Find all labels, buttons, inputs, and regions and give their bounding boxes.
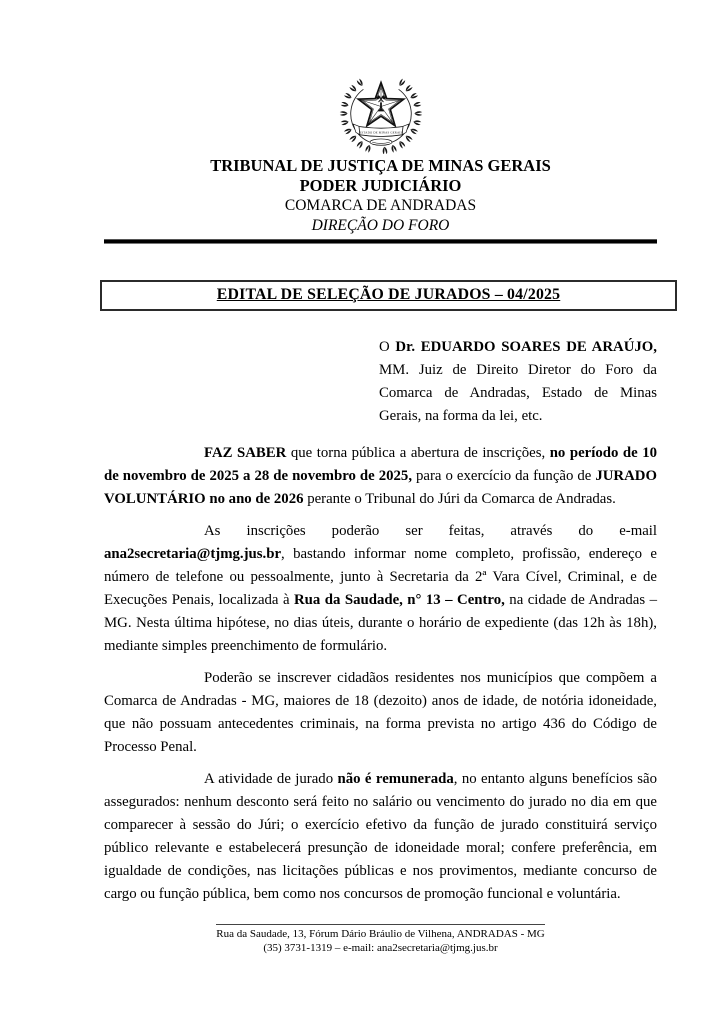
text-segment: O — [379, 339, 396, 355]
text-segment: MM. Juiz de Direito Diretor do Foro da Comarca de Andradas, Estado de Minas Gerais, na forma da lei, etc. — [379, 362, 657, 424]
bold-text-segment: ana2secretaria@tjmg.jus.br — [104, 546, 282, 562]
star-icon — [358, 83, 403, 126]
text-segment: As inscrições poderão ser feitas, através do e-mail — [204, 523, 657, 539]
comarca-name: COMARCA DE ANDRADAS — [284, 197, 477, 214]
bold-text-segment: Rua da Saudade, n° 13 – Centro, — [293, 592, 505, 608]
judiciary-branch: PODER JUDICIÁRIO — [299, 176, 462, 195]
text-segment: perante o Tribunal do Júri da Comarca de Andradas. — [303, 491, 616, 507]
document-footer — [104, 924, 657, 956]
body-paragraphs — [104, 442, 657, 906]
edital-title-box — [100, 280, 677, 311]
text-segment: , bastando informar nome completo, profissão, endereço e número de telefone ou pessoalmente, junto à Secretaria da 2ª Vara Cível, Criminal, e de Execuções Penais, localizada à — [104, 546, 657, 608]
letterhead — [104, 66, 657, 244]
bold-text-segment: não é remunerada — [337, 771, 454, 787]
foro-direction: DIREÇÃO DO FORO — [311, 217, 450, 234]
court-name: TRIBUNAL DE JUSTIÇA DE MINAS GERAIS — [210, 156, 551, 175]
footer-address: Rua da Saudade, 13, Fórum Dário Bráulio de Vilhena, ANDRADAS - MG — [216, 928, 545, 940]
bold-text-segment: FAZ SABER — [204, 445, 287, 461]
text-segment: Poderão se inscrever cidadãos residentes nos municípios que compõem a Comarca de Andradas - MG, maiores de 18 (dezoito) anos de idade, de notória idoneidade, que não possuam antecedentes criminais, na forma prevista no artigo 436 do Código de Processo Penal. — [104, 670, 657, 755]
text-segment: para o exercício da função de — [412, 468, 596, 484]
edital-title: EDITAL DE SELEÇÃO DE JURADOS – 04/2025 — [216, 286, 561, 303]
text-segment: A atividade de jurado — [204, 771, 338, 787]
paragraph-beneficios — [104, 768, 657, 906]
bold-text-segment: no período de 10 de novembro de 2025 a 28 de novembro de 2025, — [104, 445, 657, 484]
paragraph-faz-saber — [104, 442, 657, 511]
footer-contact: (35) 3731-1319 – e-mail: ana2secretaria@tjmg.jus.br — [263, 942, 498, 954]
paragraph-requisitos — [104, 667, 657, 759]
text-segment: que torna pública a abertura de inscrições, — [286, 445, 550, 461]
coat-of-arms-icon — [337, 66, 425, 154]
footer-block — [216, 924, 545, 955]
banner-text: ESTADO DE MINAS GERAIS — [359, 130, 402, 135]
paragraph-inscricoes — [104, 520, 657, 658]
document-content — [104, 66, 657, 915]
text-segment: na cidade de Andradas – MG. Nesta última hipótese, no dias úteis, durante o horário de expediente (das 12h às 18h), mediante simples preenchimento de formulário. — [104, 592, 657, 654]
bold-text-segment: Dr. EDUARDO SOARES DE ARAÚJO, — [395, 339, 658, 355]
preamble-paragraph — [379, 336, 657, 428]
bold-text-segment: JURADO VOLUNTÁRIO no ano de 2026 — [104, 468, 657, 507]
header-rule — [104, 239, 657, 244]
text-segment: , no entanto alguns benefícios são assegurados: nenhum desconto será feito no salário ou vencimento do jurado no dia em que comparecer à sessão do Júri; o exercício efetivo da função de jurado constituirá serviço público relevante e estabelecerá presunção de idoneidade moral; confere preferência, em igualdade de condições, nas licitações públicas e nos provimentos, mediante concurso de cargo ou função pública, bem como nos concursos de promoção funcional e voluntária. — [104, 771, 657, 902]
